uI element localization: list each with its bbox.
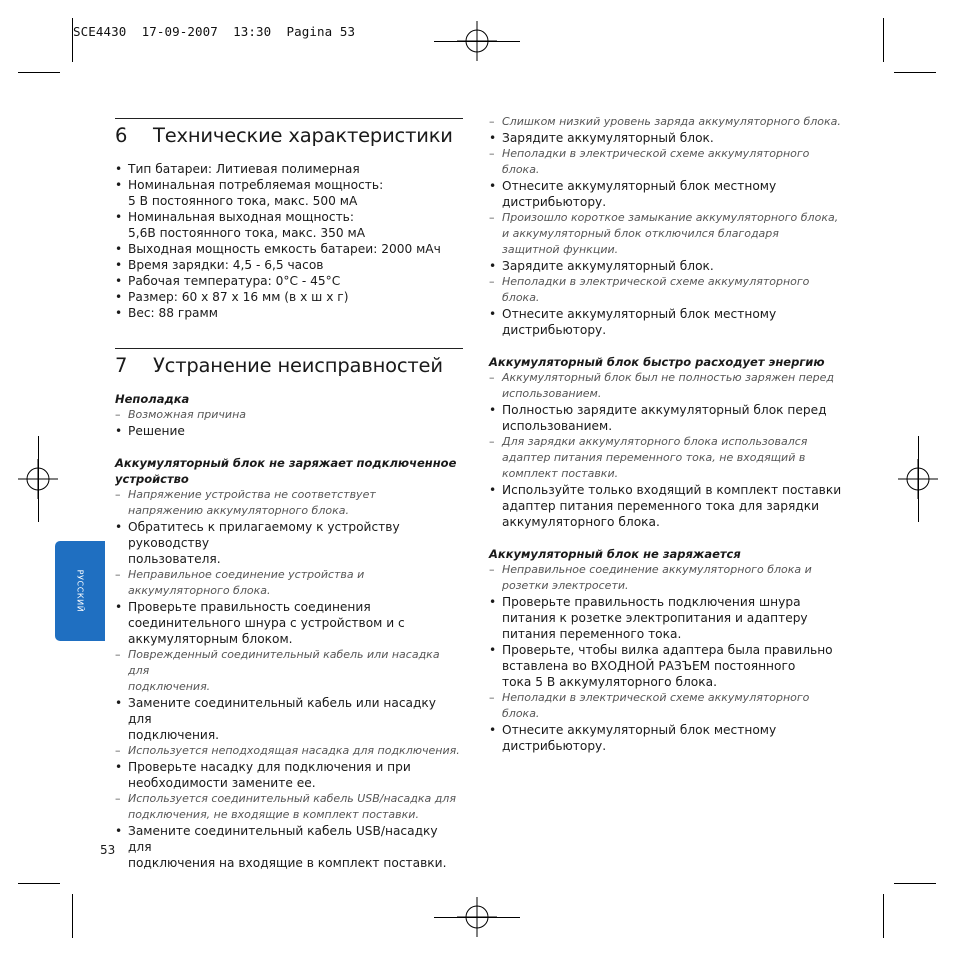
legend-heading: Неполадка: [115, 392, 190, 406]
spec-line: • Размер: 60 x 87 x 16 мм (в x ш x г): [128, 290, 349, 304]
cause-line: – Напряжение устройства не соответствует: [128, 488, 376, 501]
solution-line: • Зарядите аккумуляторный блок.: [502, 131, 714, 145]
solution-line: • Обратитесь к прилагаемому к устройству руководству: [128, 520, 400, 550]
cause-item: [489, 146, 845, 178]
solution-line: аккумуляторного блока.: [502, 515, 660, 529]
solution-line: дистрибьютору.: [502, 195, 607, 209]
spec-item: [115, 289, 463, 305]
problem-block: [489, 546, 845, 754]
solution-line: • Зарядите аккумуляторный блок.: [502, 259, 714, 273]
solution-line: питания переменного тока.: [502, 627, 682, 641]
solution-item: [115, 695, 463, 743]
section-6: [115, 118, 463, 321]
cause-line: подключения, не входящие в комплект поставки.: [128, 808, 419, 821]
solution-item: [489, 306, 845, 338]
solution-line: • Проверьте насадку для подключения и при: [128, 760, 411, 774]
solution-item: [489, 402, 845, 434]
cause-line: розетки электросети.: [502, 579, 629, 592]
solution-line: • Замените соединительный кабель USB/насадку для: [128, 824, 438, 854]
solution-line: • Отнесите аккумуляторный блок местному: [502, 307, 777, 321]
solution-line: тока 5 В аккумуляторного блока.: [502, 675, 717, 689]
cause-line: напряжению аккумуляторного блока.: [128, 504, 349, 517]
section-6-number: 6: [115, 124, 128, 147]
cause-line: – Неполадки в электрической схеме аккумуляторного блока.: [502, 147, 810, 176]
spec-line: 5 В постоянного тока, макс. 500 мА: [128, 194, 358, 208]
spec-line: • Время зарядки: 4,5 - 6,5 часов: [128, 258, 324, 272]
problem-title: Аккумуляторный блок не заряжает подключенное: [115, 456, 457, 470]
solution-item: [489, 258, 845, 274]
problem-block: [489, 114, 845, 338]
cause-item: [489, 562, 845, 594]
crop-mark: [883, 894, 884, 938]
solution-line: • Замените соединительный кабель или насадку для: [128, 696, 436, 726]
cause-item: [489, 690, 845, 722]
solution-line: дистрибьютору.: [502, 739, 607, 753]
solution-item: [489, 722, 845, 754]
registration-line: [434, 917, 520, 918]
section-7-title-text: Устранение неисправностей: [153, 354, 443, 377]
solution-line: подключения.: [128, 728, 220, 742]
crop-mark: [18, 883, 60, 884]
spec-item: [115, 209, 463, 241]
spec-line: • Номинальная потребляемая мощность:: [128, 178, 384, 192]
spec-line: 5,6В постоянного тока, макс. 350 мА: [128, 226, 366, 240]
page-number: 53: [100, 843, 116, 857]
crop-mark: [883, 18, 884, 62]
crop-mark: [894, 883, 936, 884]
print-slug: SCE4430 17-09-2007 13:30 Pagina 53: [73, 24, 356, 39]
solution-item: [489, 178, 845, 210]
solution-item: [115, 759, 463, 791]
cause-item: [489, 434, 845, 482]
solution-line: соединительного шнура с устройством и с: [128, 616, 405, 630]
legend-cause: – Возможная причина: [115, 407, 463, 423]
solution-item: [489, 642, 845, 690]
spec-line: • Номинальная выходная мощность:: [128, 210, 354, 224]
solution-line: питания к розетке электропитания и адаптеру: [502, 611, 808, 625]
section-7-title: [115, 353, 463, 379]
solution-line: необходимости замените ее.: [128, 776, 316, 790]
cause-line: – Поврежденный соединительный кабель или насадка для: [128, 648, 440, 677]
solution-line: • Используйте только входящий в комплект поставки: [502, 483, 842, 497]
cause-item: [115, 647, 463, 695]
solution-item: [115, 599, 463, 647]
problem-title: Аккумуляторный блок не заряжается: [489, 547, 741, 561]
cause-line: – Слишком низкий уровень заряда аккумуляторного блока.: [502, 115, 841, 128]
cause-line: – Используется неподходящая насадка для подключения.: [128, 744, 460, 757]
crop-mark: [18, 72, 60, 73]
solution-line: аккумуляторным блоком.: [128, 632, 293, 646]
cause-line: – Неполадки в электрической схеме аккумуляторного блока.: [502, 691, 810, 720]
cause-item: [115, 791, 463, 823]
language-tab-label: РУССКИЙ: [75, 569, 85, 613]
crop-mark: [72, 894, 73, 938]
solution-line: адаптер питания переменного тока для зарядки: [502, 499, 820, 513]
section-7: [115, 348, 463, 379]
spec-item: [115, 257, 463, 273]
solution-line: использованием.: [502, 419, 613, 433]
solution-item: [489, 130, 845, 146]
legend: [115, 391, 463, 439]
cause-line: – Для зарядки аккумуляторного блока использовался: [502, 435, 808, 448]
section-7-number: 7: [115, 354, 128, 377]
solution-line: • Полностью зарядите аккумуляторный блок перед: [502, 403, 827, 417]
solution-line: • Отнесите аккумуляторный блок местному: [502, 723, 777, 737]
spec-line: • Рабочая температура: 0°C - 45°C: [128, 274, 341, 288]
cause-line: – Неполадки в электрической схеме аккумуляторного блока.: [502, 275, 810, 304]
cause-line: комплект поставки.: [502, 467, 619, 480]
solution-line: пользователя.: [128, 552, 221, 566]
solution-item: [489, 594, 845, 642]
language-tab: [55, 541, 105, 641]
spec-item: [115, 305, 463, 321]
spec-line: • Тип батареи: Литиевая полимерная: [128, 162, 360, 176]
cause-line: – Неправильное соединение устройства и: [128, 568, 365, 581]
solution-line: • Проверьте правильность подключения шнура: [502, 595, 801, 609]
solution-item: [115, 823, 463, 871]
spec-item: [115, 161, 463, 177]
cause-item: [489, 274, 845, 306]
cause-item: [489, 210, 845, 258]
cause-line: – Неправильное соединение аккумуляторного блока и: [502, 563, 812, 576]
solution-item: [489, 482, 845, 530]
cause-line: защитной функции.: [502, 243, 619, 256]
cause-line: – Используется соединительный кабель USB/насадка для: [128, 792, 456, 805]
registration-line: [434, 41, 520, 42]
solution-line: • Отнесите аккумуляторный блок местному: [502, 179, 777, 193]
solution-item: [115, 519, 463, 567]
crop-mark: [894, 72, 936, 73]
cause-line: – Произошло короткое замыкание аккумуляторного блока,: [502, 211, 839, 224]
registration-line: [918, 436, 919, 522]
cause-item: [489, 114, 845, 130]
spec-item: [115, 177, 463, 209]
cause-item: [115, 743, 463, 759]
solution-line: • Проверьте, чтобы вилка адаптера была правильно: [502, 643, 833, 657]
cause-line: аккумуляторного блока.: [128, 584, 271, 597]
legend-solution: • Решение: [115, 423, 463, 439]
solution-line: подключения на входящие в комплект поставки.: [128, 856, 447, 870]
spec-line: • Вес: 88 грамм: [128, 306, 218, 320]
cause-line: использованием.: [502, 387, 602, 400]
problem-block: [489, 354, 845, 530]
spec-item: [115, 273, 463, 289]
section-6-title: [115, 123, 463, 149]
cause-item: [489, 370, 845, 402]
solution-line: дистрибьютору.: [502, 323, 607, 337]
spec-line: • Выходная мощность емкость батареи: 2000 мАч: [128, 242, 441, 256]
spec-list: [115, 161, 463, 321]
cause-line: подключения.: [128, 680, 211, 693]
cause-line: – Аккумуляторный блок был не полностью заряжен перед: [502, 371, 834, 384]
cause-line: адаптер питания переменного тока, не входящий в: [502, 451, 806, 464]
section-6-title-text: Технические характеристики: [153, 124, 453, 147]
problem-block: [115, 455, 463, 871]
left-column: [115, 118, 463, 871]
cause-line: и аккумуляторный блок отключился благодаря: [502, 227, 779, 240]
right-column: [489, 114, 845, 754]
cause-item: [115, 487, 463, 519]
problem-title: устройство: [115, 472, 189, 486]
problem-title: Аккумуляторный блок быстро расходует энергию: [489, 355, 825, 369]
registration-line: [38, 436, 39, 522]
cause-item: [115, 567, 463, 599]
solution-line: вставлена во ВХОДНОЙ РАЗЪЕМ постоянного: [502, 659, 796, 673]
solution-line: • Проверьте правильность соединения: [128, 600, 371, 614]
spec-item: [115, 241, 463, 257]
